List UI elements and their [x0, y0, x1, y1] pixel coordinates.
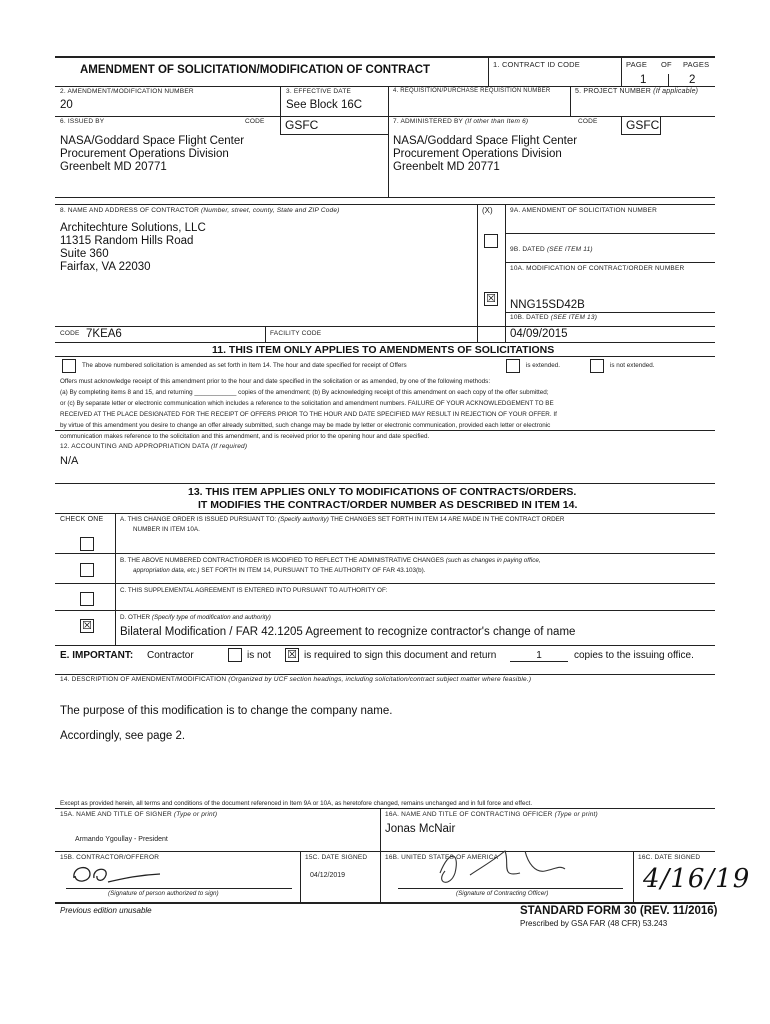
- contract-id-label: 1. CONTRACT ID CODE: [493, 60, 581, 69]
- is-not-label: is not: [247, 650, 271, 661]
- contractor-line1: Architechture Solutions, LLC: [60, 222, 206, 234]
- dated-9b-label: 9B. DATED (SEE ITEM 11): [510, 246, 593, 253]
- accounting-value[interactable]: N/A: [60, 455, 79, 467]
- row-line: [55, 851, 715, 852]
- form-title: AMENDMENT OF SOLICITATION/MODIFICATION OF CONTRACT: [80, 64, 431, 76]
- contractor-word: Contractor: [147, 650, 194, 661]
- row-line: [505, 312, 715, 313]
- row-line: [505, 326, 715, 327]
- is-not-checkbox[interactable]: [228, 648, 242, 662]
- item11-text: RECEIVED AT THE PLACE DESIGNATED FOR THE RECEIPT OF OFFERS PRIOR TO THE HOUR AND DATE SPECIFIED MAY RESULT IN REJECTION OF YOUR OFFER. If: [60, 411, 557, 418]
- row-line: [280, 134, 388, 135]
- contractor-line2: 11315 Random Hills Road: [60, 235, 194, 247]
- bottom-border: [55, 902, 715, 904]
- effective-date[interactable]: See Block 16C: [286, 99, 363, 111]
- col-line: [265, 326, 266, 342]
- row-line: [55, 86, 715, 87]
- col-line: [477, 204, 478, 342]
- previous-edition: Previous edition unusable: [60, 906, 152, 915]
- x-column-label: (X): [482, 206, 493, 215]
- item11-text: Offers must acknowledge receipt of this amendment prior to the hour and date specified in the solicitation or as amended, by one of the following methods:: [60, 378, 491, 385]
- row-line: [55, 204, 715, 205]
- copies-count[interactable]: 1: [510, 650, 568, 662]
- item11-text: communication makes reference to the solicitation and this amendment, and is received prior to the opening hour and date specified.: [60, 433, 430, 440]
- row-line: [55, 483, 715, 484]
- pages-number: 2: [689, 74, 696, 86]
- officer-signature-caption: (Signature of Contracting Officer): [456, 890, 549, 897]
- extended-checkbox[interactable]: [506, 359, 520, 373]
- col-line: [280, 86, 281, 116]
- item11-checkbox[interactable]: [62, 359, 76, 373]
- row-line: [55, 645, 715, 646]
- row-line: [505, 262, 715, 263]
- col-line: [300, 851, 301, 902]
- of-label: OF: [661, 60, 672, 69]
- administered-code-label: CODE: [578, 118, 598, 125]
- contractor-date-label: 15C. DATE SIGNED: [305, 854, 368, 861]
- top-border: [55, 56, 715, 58]
- modification-number[interactable]: NNG15SD42B: [510, 299, 585, 311]
- col-line: [621, 56, 622, 86]
- page-label: PAGE: [626, 60, 648, 69]
- row-line: [55, 674, 715, 675]
- pages-label: PAGES: [683, 60, 710, 69]
- officer-date[interactable]: 4/16/19: [643, 864, 751, 894]
- row-line: [55, 356, 715, 357]
- sf-subtitle: Prescribed by GSA FAR (48 CFR) 53.243: [520, 919, 668, 928]
- box10-checkbox[interactable]: ☒: [484, 292, 498, 306]
- item13a-line1: A. THIS CHANGE ORDER IS ISSUED PURSUANT TO: (Specify authority) THE CHANGES SET FORTH IN ITEM 14 ARE MADE IN THE CONTRACT ORDER: [120, 516, 565, 523]
- amendment-number-label: 2. AMENDMENT/MODIFICATION NUMBER: [60, 88, 194, 95]
- item13-title2: IT MODIFIES THE CONTRACT/ORDER NUMBER AS DESCRIBED IN ITEM 14.: [198, 499, 578, 511]
- col-line: [380, 808, 381, 902]
- col-line: [505, 204, 506, 342]
- issued-by-label: 6. ISSUED BY: [60, 118, 105, 125]
- item11-title: 11. THIS ITEM ONLY APPLIES TO AMENDMENTS OF SOLICITATIONS: [212, 344, 555, 356]
- amendment-number[interactable]: 20: [60, 99, 73, 111]
- item13b-checkbox[interactable]: [80, 563, 94, 577]
- facility-code-label: FACILITY CODE: [270, 330, 322, 337]
- footer-note: Except as provided herein, all terms and conditions of the document referenced in Item 9A or 10A, as heretofore changed, remains unchanged and in full force and effect.: [60, 800, 533, 807]
- administered-code[interactable]: GSFC: [626, 118, 660, 132]
- item11-text: or (c) By separate letter or electronic communication which includes a reference to the solicitation and amendment numbers. FAILURE OF YOUR ACKNOWLEDGEMENT TO BE: [60, 400, 554, 407]
- extended-label: is extended.: [526, 362, 560, 369]
- dated-10b[interactable]: 04/09/2015: [510, 328, 568, 340]
- description-p1: The purpose of this modification is to change the company name.: [60, 705, 393, 717]
- item11-line1: The above numbered solicitation is amended as set forth in Item 14. The hour and date specified for receipt of Offers: [82, 362, 407, 369]
- is-required-label: is required to sign this document and return: [304, 650, 497, 661]
- contractor-signature: [70, 858, 165, 888]
- item13a-checkbox[interactable]: [80, 537, 94, 551]
- contractor-code[interactable]: 7KEA6: [86, 328, 122, 340]
- check-one-label: CHECK ONE: [60, 516, 104, 523]
- col-line: [660, 116, 661, 134]
- row-line: [55, 342, 715, 343]
- item13d-checkbox[interactable]: ☒: [80, 619, 94, 633]
- col-line: [388, 86, 389, 197]
- administered-line1: NASA/Goddard Space Flight Center: [393, 135, 578, 147]
- administered-by-label: 7. ADMINISTERED BY (If other than Item 6): [393, 118, 529, 125]
- contractor-label: 8. NAME AND ADDRESS OF CONTRACTOR (Number, street, county, State and ZIP Code): [60, 207, 340, 214]
- item13-title1: 13. THIS ITEM APPLIES ONLY TO MODIFICATIONS OF CONTRACTS/ORDERS.: [188, 486, 577, 498]
- row-line: [505, 233, 715, 234]
- requisition-label: 4. REQUISITION/PURCHASE REQUISITION NUMBER: [393, 88, 551, 94]
- dated-10b-label: 10B. DATED (SEE ITEM 13): [510, 314, 598, 321]
- not-extended-label: is not extended.: [610, 362, 655, 369]
- row-line: [55, 583, 715, 584]
- contractor-date[interactable]: 04/12/2019: [310, 872, 346, 879]
- col-line: [280, 116, 281, 134]
- col-line: [488, 56, 489, 86]
- row-line: [55, 610, 715, 611]
- contractor-code-label: CODE: [60, 330, 80, 337]
- officer-signature-line: [398, 888, 623, 889]
- col-line: [633, 851, 634, 902]
- contractor-signature-label: 15B. CONTRACTOR/OFFEROR: [60, 854, 160, 861]
- col-line: [621, 116, 622, 134]
- usa-label: 16B. UNITED STATES OF AMERICA: [385, 854, 499, 861]
- administered-line3: Greenbelt MD 20771: [393, 161, 500, 173]
- issued-by-line1: NASA/Goddard Space Flight Center: [60, 135, 245, 147]
- row-line: [55, 116, 715, 117]
- item11-text: by virtue of this amendment you desire to change an offer already submitted, such change may be made by letter or electronic communication, provided each letter or electronic: [60, 422, 551, 429]
- officer-name[interactable]: Jonas McNair: [385, 823, 456, 835]
- item13c-checkbox[interactable]: [80, 592, 94, 606]
- officer-signature: [410, 843, 580, 893]
- item13d-label: D. OTHER (Specify type of modification and authority): [120, 614, 271, 621]
- item13b-line2: appropriation data, etc.) SET FORTH IN ITEM 14, PURSUANT TO THE AUTHORITY OF FAR 43.103(b).: [133, 567, 426, 574]
- row-line: [621, 134, 661, 135]
- signer-name-label: 15A. NAME AND TITLE OF SIGNER (Type or print): [60, 811, 218, 818]
- row-line: [55, 553, 715, 554]
- row-line: [55, 197, 715, 198]
- issued-by-line3: Greenbelt MD 20771: [60, 161, 167, 173]
- not-extended-checkbox[interactable]: [590, 359, 604, 373]
- col-line: [570, 86, 571, 116]
- signer-name[interactable]: Armando Ygoullay - President: [75, 836, 168, 843]
- description-label: 14. DESCRIPTION OF AMENDMENT/MODIFICATION (Organized by UCF section headings, including solicitation/contract subject matter where feasible.): [60, 676, 532, 683]
- col-line: [115, 513, 116, 645]
- effective-date-label: 3. EFFECTIVE DATE: [286, 88, 352, 95]
- item13c-label: C. THIS SUPPLEMENTAL AGREEMENT IS ENTERED INTO PURSUANT TO AUTHORITY OF:: [120, 587, 388, 594]
- modification-number-label: 10A. MODIFICATION OF CONTRACT/ORDER NUMBER: [510, 265, 685, 272]
- item11-text: (a) By completing items 8 and 15, and returning ____________ copies of the amendment; (b) By acknowledging receipt of this amendment on each copy of the offer submitted;: [60, 389, 549, 396]
- box9-checkbox[interactable]: [484, 234, 498, 248]
- sf-title: STANDARD FORM 30 (REV. 11/2016): [520, 905, 718, 917]
- officer-name-label: 16A. NAME AND TITLE OF CONTRACTING OFFICER (Type or print): [385, 811, 598, 818]
- is-required-checkbox[interactable]: ☒: [285, 648, 299, 662]
- important-label: E. IMPORTANT:: [60, 650, 134, 661]
- item13d-value[interactable]: Bilateral Modification / FAR 42.1205 Agreement to recognize contractor's change of name: [120, 626, 576, 638]
- row-line: [55, 513, 715, 514]
- project-number-label: 5. PROJECT NUMBER (If applicable): [575, 88, 699, 95]
- item13a-line2: NUMBER IN ITEM 10A.: [133, 526, 200, 533]
- description-p2: Accordingly, see page 2.: [60, 730, 186, 742]
- issued-by-code[interactable]: GSFC: [285, 118, 319, 132]
- accounting-label: 12. ACCOUNTING AND APPROPRIATION DATA (If required): [60, 443, 248, 450]
- page-number: 1: [640, 74, 647, 86]
- contractor-line4: Fairfax, VA 22030: [60, 261, 151, 273]
- officer-date-label: 16C. DATE SIGNED: [638, 854, 701, 861]
- col-line: [668, 74, 669, 86]
- issued-by-line2: Procurement Operations Division: [60, 148, 229, 160]
- item13b-line1: B. THE ABOVE NUMBERED CONTRACT/ORDER IS MODIFIED TO REFLECT THE ADMINISTRATIVE CHANGES (such as changes in paying office,: [120, 557, 541, 564]
- amendment-solicitation-label: 9A. AMENDMENT OF SOLICITATION NUMBER: [510, 207, 657, 214]
- copies-suffix: copies to the issuing office.: [574, 650, 694, 661]
- contractor-line3: Suite 360: [60, 248, 109, 260]
- issued-by-code-label: CODE: [245, 118, 265, 125]
- contractor-signature-caption: (Signature of person authorized to sign): [108, 890, 219, 897]
- signature-line: [66, 888, 292, 889]
- administered-line2: Procurement Operations Division: [393, 148, 562, 160]
